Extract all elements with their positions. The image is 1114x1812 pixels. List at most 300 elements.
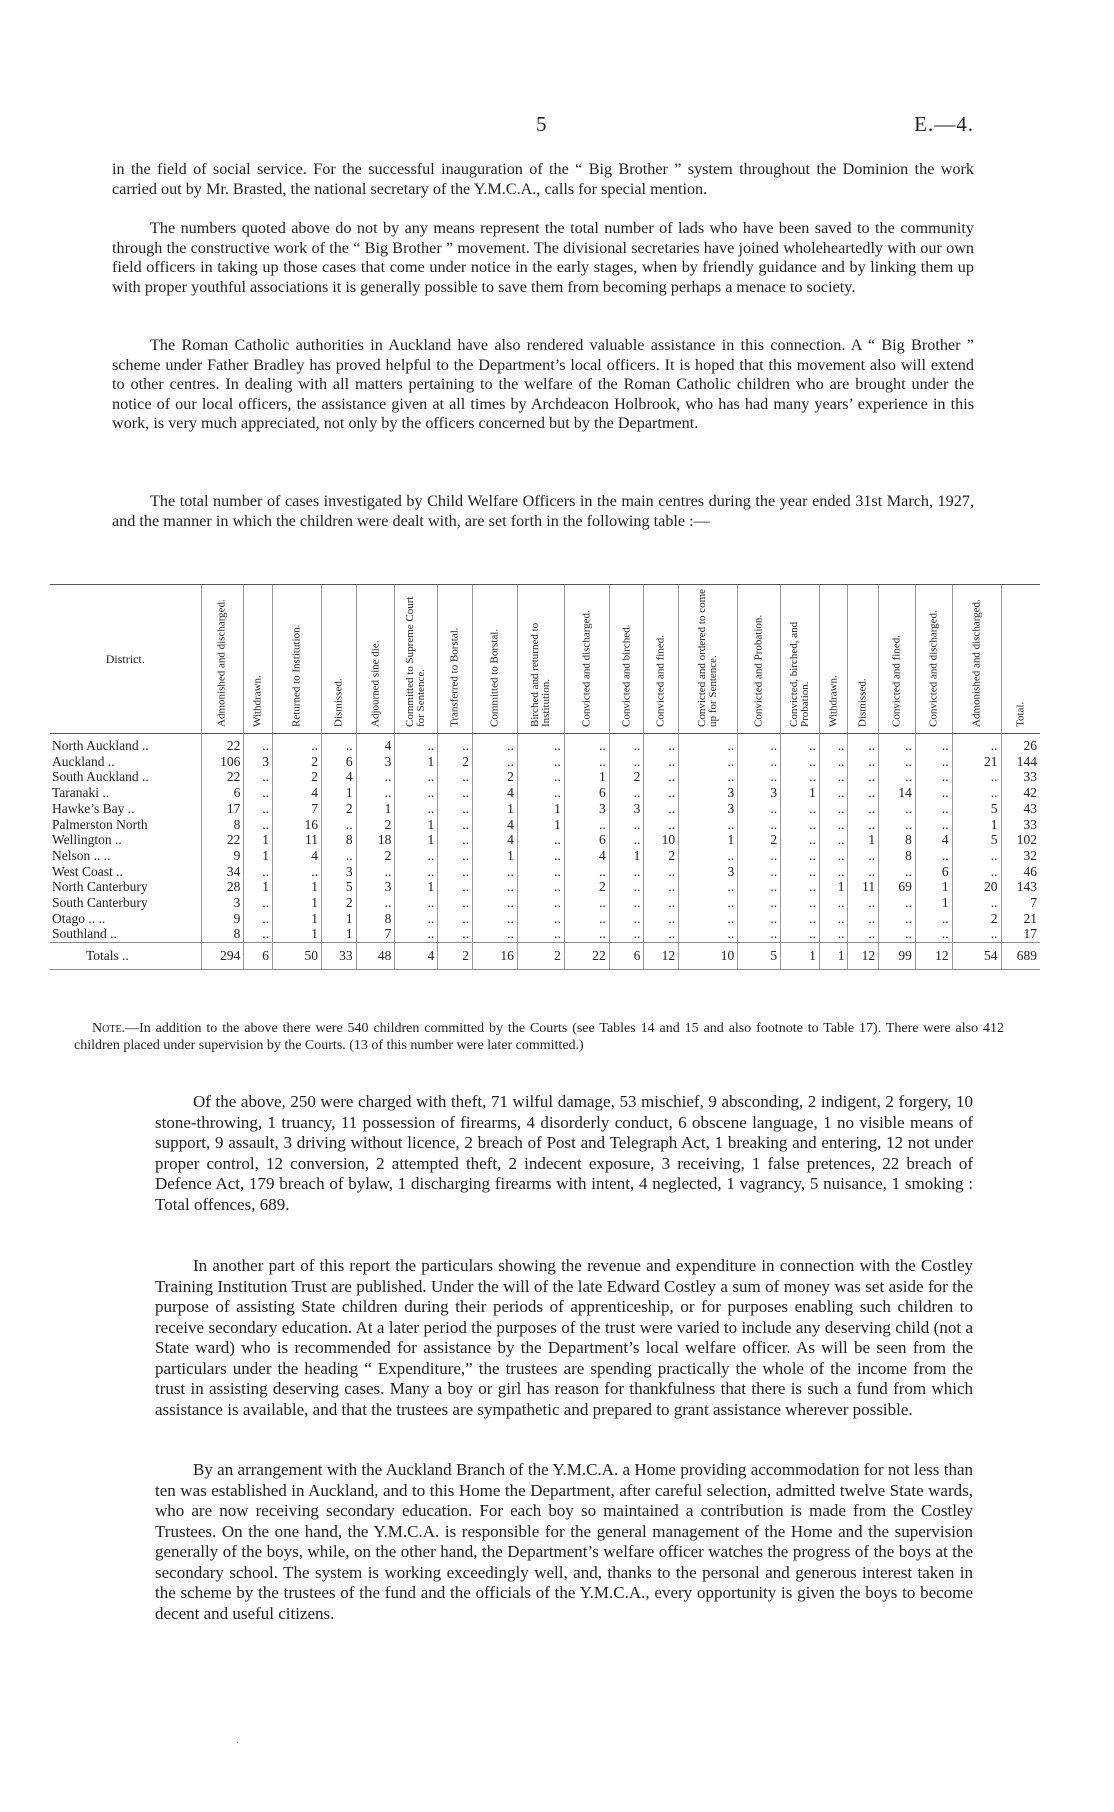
table-cell: 11 bbox=[272, 832, 321, 848]
column-header bbox=[819, 585, 848, 734]
page-mark: · bbox=[236, 1738, 240, 1749]
table-cell: .. bbox=[472, 911, 517, 927]
table-cell: .. bbox=[244, 734, 273, 754]
table-row bbox=[50, 864, 1040, 880]
table-cell: .. bbox=[848, 785, 879, 801]
table-cell: .. bbox=[644, 911, 679, 927]
table-cell: 2 bbox=[272, 769, 321, 785]
totals-cell: 6 bbox=[244, 943, 273, 970]
document-code: E.—4. bbox=[914, 112, 974, 136]
table-cell: .. bbox=[915, 911, 952, 927]
column-header bbox=[201, 585, 244, 734]
table-cell: .. bbox=[738, 848, 781, 864]
paragraph-bottom-2: In another part of this report the particulars showing the revenue and expenditure in connection with the Costley Training Institution Trust are published. Under the will of the late Edward Costley a sum of money was set aside for the purpose of assisting State children during their periods of apprenticeship, or for purposes enabling such children to receive secondary education. At a later period the purposes of the trust were varied to include any deserving child (not a State ward) who is recommended for assistance by the Department’s local welfare officer. As will be seen from the particulars under the heading “ Expenditure,” the trustees are spending practically the whole of the income from the trust in assisting deserving cases. Many a boy or girl has reason for thankfulness that there is such a fund from which assistance is available, and that the trustees are sympathetic and prepared to grant assistance wherever possible. bbox=[155, 1256, 973, 1419]
table-cell: 4 bbox=[321, 769, 356, 785]
table-cell: .. bbox=[644, 734, 679, 754]
table-cell: .. bbox=[679, 817, 738, 833]
table-cell: 1 bbox=[395, 879, 438, 895]
totals-cell: 33 bbox=[321, 943, 356, 970]
table-cell: .. bbox=[321, 848, 356, 864]
table-cell: .. bbox=[244, 911, 273, 927]
table-cell: .. bbox=[244, 801, 273, 817]
column-header-label: Transferred to Borstal. bbox=[448, 627, 461, 727]
table-cell: .. bbox=[915, 801, 952, 817]
table-cell: 4 bbox=[915, 832, 952, 848]
table-cell: .. bbox=[395, 734, 438, 754]
column-header bbox=[952, 585, 1001, 734]
paragraph-bottom-1: Of the above, 250 were charged with theft, 71 wilful damage, 53 mischief, 9 absconding, 2 indigent, 2 forgery, 10 stone-throwing, 1 truancy, 11 possession of firearms, 4 disorderly conduct, 6 obscene language, 1 no visible means of support, 9 assault, 3 driving without licence, 2 breach of Post and Telegraph Act, 1 breaking and entering, 12 not under proper control, 12 conversion, 2 attempted theft, 2 indecent exposure, 3 receiving, 1 false pretences, 22 breach of Defence Act, 179 breach of bylaw, 1 discharging firearms with intent, 4 neglected, 1 vagrancy, 5 nuisance, 1 smoking : Total offences, 689. bbox=[155, 1092, 973, 1214]
table-cell: .. bbox=[517, 832, 564, 848]
table-cell: .. bbox=[438, 817, 473, 833]
table-cell: 1 bbox=[564, 769, 609, 785]
table-cell: 8 bbox=[879, 832, 916, 848]
table-cell: 1 bbox=[321, 926, 356, 942]
table-cell: 1 bbox=[952, 817, 1001, 833]
table-cell: .. bbox=[395, 926, 438, 942]
table-cell: 9 bbox=[201, 848, 244, 864]
column-header bbox=[738, 585, 781, 734]
table-cell: 1 bbox=[819, 879, 848, 895]
table-cell: .. bbox=[517, 926, 564, 942]
table-cell: 2 bbox=[609, 769, 644, 785]
column-header-label: Withdrawn. bbox=[251, 675, 264, 727]
table-note bbox=[74, 1020, 1004, 1054]
table-cell: 6 bbox=[564, 832, 609, 848]
table-cell: .. bbox=[781, 817, 820, 833]
table-cell: .. bbox=[781, 848, 820, 864]
table-cell: .. bbox=[438, 879, 473, 895]
table-cell: 9 bbox=[201, 911, 244, 927]
table-cell: .. bbox=[781, 879, 820, 895]
table-cell: 1 bbox=[781, 785, 820, 801]
column-header bbox=[915, 585, 952, 734]
table-cell: 4 bbox=[356, 734, 395, 754]
table-cell: .. bbox=[609, 895, 644, 911]
table-cell: 1 bbox=[395, 754, 438, 770]
table-cell: 1 bbox=[272, 911, 321, 927]
table-cell: 2 bbox=[438, 754, 473, 770]
table-cell: 102 bbox=[1001, 832, 1040, 848]
table-row bbox=[50, 817, 1040, 833]
table-cell: .. bbox=[738, 754, 781, 770]
table-cell: 42 bbox=[1001, 785, 1040, 801]
table-cell: .. bbox=[819, 832, 848, 848]
table-cell: .. bbox=[564, 895, 609, 911]
table-cell: .. bbox=[679, 734, 738, 754]
table-cell: .. bbox=[609, 911, 644, 927]
table-cell: .. bbox=[915, 769, 952, 785]
table-cell: .. bbox=[848, 754, 879, 770]
table-cell: 6 bbox=[915, 864, 952, 880]
table-cell: .. bbox=[644, 926, 679, 942]
table-cell: .. bbox=[781, 864, 820, 880]
district-name: Southland .. bbox=[52, 926, 117, 942]
table-row bbox=[50, 879, 1040, 895]
column-header-label: Committed to Supreme Court for Sentence. bbox=[404, 596, 428, 727]
table-cell: .. bbox=[819, 817, 848, 833]
table-cell: 7 bbox=[1001, 895, 1040, 911]
column-header-label: Convicted and ordered to come up for Sentence. bbox=[696, 588, 720, 727]
table-cell: .. bbox=[517, 864, 564, 880]
column-header-label: Convicted, birched, and Probation. bbox=[788, 621, 812, 727]
table-cell: .. bbox=[244, 926, 273, 942]
table-cell: .. bbox=[679, 848, 738, 864]
table-cell: .. bbox=[819, 754, 848, 770]
table-cell: .. bbox=[472, 754, 517, 770]
table-cell: 144 bbox=[1001, 754, 1040, 770]
table-cell: .. bbox=[438, 895, 473, 911]
table-cell: 8 bbox=[201, 926, 244, 942]
paragraph-top-3: The Roman Catholic authorities in Auckland have also rendered valuable assistance in this connection. A “ Big Brother ” scheme under Father Bradley has proved helpful to the Department’s local officers. It is hoped that this movement also will extend to other centres. In dealing with all matters pertaining to the welfare of the Roman Catholic children who are brought under the notice of our local officers, the assistance given at all times by Archdeacon Holbrook, who has had many years’ experience in this work, is very much appreciated, not only by the officers concerned but by the Department. bbox=[112, 336, 974, 433]
table-cell: 1 bbox=[517, 801, 564, 817]
table-cell: .. bbox=[564, 734, 609, 754]
table-cell: 26 bbox=[1001, 734, 1040, 754]
totals-cell: 48 bbox=[356, 943, 395, 970]
table-cell: .. bbox=[356, 895, 395, 911]
table-cell: .. bbox=[395, 785, 438, 801]
column-header bbox=[679, 585, 738, 734]
table-cell: .. bbox=[819, 911, 848, 927]
table-cell: .. bbox=[952, 734, 1001, 754]
table-cell: .. bbox=[848, 769, 879, 785]
table-cell: 3 bbox=[609, 801, 644, 817]
table-cell: 143 bbox=[1001, 879, 1040, 895]
table-cell: 6 bbox=[564, 785, 609, 801]
table-cell: 8 bbox=[879, 848, 916, 864]
column-header-label: Total. bbox=[1014, 701, 1027, 727]
table-cell: 43 bbox=[1001, 801, 1040, 817]
totals-cell: 16 bbox=[472, 943, 517, 970]
table-cell: 1 bbox=[321, 785, 356, 801]
table-cell: .. bbox=[952, 864, 1001, 880]
table-cell: .. bbox=[819, 734, 848, 754]
table-cell: 2 bbox=[644, 848, 679, 864]
table-cell: .. bbox=[819, 926, 848, 942]
table-cell: .. bbox=[848, 734, 879, 754]
totals-cell: 99 bbox=[879, 943, 916, 970]
totals-cell: 2 bbox=[438, 943, 473, 970]
table-cell: 2 bbox=[564, 879, 609, 895]
column-header-label: Birched and returned to Institution. bbox=[528, 622, 552, 727]
column-header-label: Convicted and birched. bbox=[620, 624, 633, 727]
table-cell: .. bbox=[819, 801, 848, 817]
table-cell: 18 bbox=[356, 832, 395, 848]
table-cell: .. bbox=[472, 926, 517, 942]
table-cell: 106 bbox=[201, 754, 244, 770]
table-cell: 4 bbox=[472, 832, 517, 848]
table-cell: 3 bbox=[356, 754, 395, 770]
cases-table-container bbox=[50, 584, 1040, 970]
table-cell: 1 bbox=[272, 926, 321, 942]
table-cell: 2 bbox=[321, 895, 356, 911]
table-cell: 3 bbox=[679, 864, 738, 880]
table-cell: 5 bbox=[321, 879, 356, 895]
table-body bbox=[50, 734, 1040, 970]
table-row bbox=[50, 769, 1040, 785]
table-cell: .. bbox=[879, 926, 916, 942]
table-cell: .. bbox=[915, 848, 952, 864]
table-cell: 4 bbox=[272, 785, 321, 801]
table-cell: 2 bbox=[738, 832, 781, 848]
table-cell: 17 bbox=[1001, 926, 1040, 942]
table-cell: .. bbox=[438, 801, 473, 817]
table-cell: 6 bbox=[321, 754, 356, 770]
table-cell: 4 bbox=[272, 848, 321, 864]
table-cell: .. bbox=[609, 864, 644, 880]
table-cell: .. bbox=[915, 754, 952, 770]
table-cell: .. bbox=[952, 895, 1001, 911]
totals-label: Totals .. bbox=[50, 943, 201, 970]
table-cell: .. bbox=[781, 832, 820, 848]
table-cell: .. bbox=[848, 817, 879, 833]
table-row bbox=[50, 911, 1040, 927]
table-cell: .. bbox=[395, 911, 438, 927]
totals-cell: 54 bbox=[952, 943, 1001, 970]
table-cell: .. bbox=[644, 785, 679, 801]
table-row bbox=[50, 848, 1040, 864]
column-header bbox=[244, 585, 273, 734]
table-cell: 1 bbox=[915, 879, 952, 895]
table-cell: .. bbox=[517, 754, 564, 770]
table-cell: .. bbox=[738, 817, 781, 833]
table-cell: .. bbox=[644, 879, 679, 895]
totals-cell: 1 bbox=[781, 943, 820, 970]
district-name: Wellington .. bbox=[52, 832, 122, 848]
table-cell: .. bbox=[609, 734, 644, 754]
district-name: North Auckland .. bbox=[52, 738, 149, 753]
totals-cell: 1 bbox=[819, 943, 848, 970]
table-cell: .. bbox=[879, 801, 916, 817]
table-cell: .. bbox=[679, 879, 738, 895]
table-cell: .. bbox=[438, 785, 473, 801]
district-name: Auckland .. bbox=[52, 753, 115, 769]
table-cell: .. bbox=[738, 801, 781, 817]
table-row bbox=[50, 926, 1040, 942]
table-cell: 17 bbox=[201, 801, 244, 817]
table-cell: .. bbox=[679, 769, 738, 785]
totals-cell: 22 bbox=[564, 943, 609, 970]
totals-cell: 4 bbox=[395, 943, 438, 970]
table-cell: .. bbox=[395, 801, 438, 817]
table-cell: 33 bbox=[1001, 817, 1040, 833]
table-cell: 1 bbox=[915, 895, 952, 911]
district-name: Otago .. .. bbox=[52, 910, 106, 926]
table-cell: .. bbox=[438, 864, 473, 880]
table-cell: .. bbox=[472, 879, 517, 895]
table-cell: 46 bbox=[1001, 864, 1040, 880]
table-cell: .. bbox=[517, 848, 564, 864]
table-cell: 3 bbox=[201, 895, 244, 911]
table-cell: .. bbox=[517, 911, 564, 927]
table-cell: 20 bbox=[952, 879, 1001, 895]
table-cell: 10 bbox=[644, 832, 679, 848]
totals-row bbox=[50, 943, 1040, 970]
table-cell: .. bbox=[952, 785, 1001, 801]
table-cell: .. bbox=[679, 754, 738, 770]
table-cell: .. bbox=[438, 734, 473, 754]
district-name: Taranaki .. bbox=[52, 785, 110, 801]
table-cell: .. bbox=[564, 817, 609, 833]
table-cell: .. bbox=[879, 817, 916, 833]
table-cell: .. bbox=[564, 864, 609, 880]
table-cell: .. bbox=[848, 801, 879, 817]
table-cell: .. bbox=[472, 895, 517, 911]
table-cell: 32 bbox=[1001, 848, 1040, 864]
table-cell: .. bbox=[609, 926, 644, 942]
table-cell: 28 bbox=[201, 879, 244, 895]
district-name: Nelson .. .. bbox=[52, 847, 111, 863]
table-cell: .. bbox=[321, 817, 356, 833]
table-cell: .. bbox=[644, 801, 679, 817]
column-header-label: Withdrawn. bbox=[827, 675, 840, 727]
table-cell: .. bbox=[679, 926, 738, 942]
table-cell: .. bbox=[952, 926, 1001, 942]
table-cell: 5 bbox=[952, 832, 1001, 848]
totals-cell: 689 bbox=[1001, 943, 1040, 970]
table-cell: .. bbox=[879, 734, 916, 754]
totals-cell: 10 bbox=[679, 943, 738, 970]
table-cell: 8 bbox=[321, 832, 356, 848]
table-cell: 1 bbox=[244, 832, 273, 848]
column-header bbox=[438, 585, 473, 734]
column-header bbox=[395, 585, 438, 734]
table-cell: .. bbox=[848, 911, 879, 927]
column-header-label: Dismissed. bbox=[856, 678, 869, 727]
table-cell: 22 bbox=[201, 769, 244, 785]
table-cell: 1 bbox=[356, 801, 395, 817]
table-cell: .. bbox=[356, 864, 395, 880]
district-name: South Auckland .. bbox=[52, 769, 149, 785]
table-cell: .. bbox=[644, 754, 679, 770]
table-cell: 4 bbox=[564, 848, 609, 864]
table-cell: 1 bbox=[395, 832, 438, 848]
table-cell: 2 bbox=[472, 769, 517, 785]
table-cell: .. bbox=[517, 879, 564, 895]
table-cell: 1 bbox=[472, 848, 517, 864]
table-cell: .. bbox=[819, 785, 848, 801]
table-cell: .. bbox=[321, 734, 356, 754]
table-cell: .. bbox=[781, 734, 820, 754]
table-header-row bbox=[50, 585, 1040, 734]
paragraph-top-2: The numbers quoted above do not by any means represent the total number of lads who have been saved to the community through the constructive work of the “ Big Brother ” movement. The divisional secretaries have joined wholeheartedly with our own field officers in taking up those cases that come under notice in the early stages, when by friendly guidance and by linking them up with proper youthful associations it is generally possible to save them from becoming perhaps a menace to society. bbox=[112, 219, 974, 296]
totals-cell: 6 bbox=[609, 943, 644, 970]
table-cell: 1 bbox=[517, 817, 564, 833]
column-header-label: Adjourned sine die. bbox=[369, 640, 382, 727]
district-name: South Canterbury bbox=[52, 895, 148, 911]
table-cell: 8 bbox=[201, 817, 244, 833]
table-row bbox=[50, 734, 1040, 754]
table-cell: 3 bbox=[244, 754, 273, 770]
column-header-label: Convicted and Probation. bbox=[752, 614, 765, 727]
table-cell: .. bbox=[564, 926, 609, 942]
table-cell: .. bbox=[879, 911, 916, 927]
table-cell: .. bbox=[517, 769, 564, 785]
table-cell: 7 bbox=[356, 926, 395, 942]
column-header bbox=[609, 585, 644, 734]
table-cell: 33 bbox=[1001, 769, 1040, 785]
table-cell: .. bbox=[879, 895, 916, 911]
column-header bbox=[517, 585, 564, 734]
table-cell: .. bbox=[395, 769, 438, 785]
totals-cell: 50 bbox=[272, 943, 321, 970]
column-header-label: Convicted and fined. bbox=[890, 635, 903, 727]
table-cell: 3 bbox=[356, 879, 395, 895]
table-cell: .. bbox=[472, 734, 517, 754]
table-cell: .. bbox=[879, 754, 916, 770]
table-cell: 3 bbox=[679, 801, 738, 817]
table-cell: .. bbox=[915, 734, 952, 754]
table-cell: .. bbox=[679, 895, 738, 911]
table-cell: 22 bbox=[201, 832, 244, 848]
table-cell: .. bbox=[244, 785, 273, 801]
table-cell: 7 bbox=[272, 801, 321, 817]
table-cell: 1 bbox=[679, 832, 738, 848]
column-header bbox=[564, 585, 609, 734]
column-header bbox=[879, 585, 916, 734]
table-row bbox=[50, 895, 1040, 911]
column-header bbox=[781, 585, 820, 734]
table-cell: .. bbox=[679, 911, 738, 927]
totals-cell: 294 bbox=[201, 943, 244, 970]
note-label: Note. bbox=[92, 1021, 126, 1036]
table-cell: 2 bbox=[321, 801, 356, 817]
table-cell: .. bbox=[879, 769, 916, 785]
column-header bbox=[321, 585, 356, 734]
table-cell: 3 bbox=[564, 801, 609, 817]
table-cell: 1 bbox=[244, 879, 273, 895]
table-cell: .. bbox=[609, 785, 644, 801]
paragraph-top-1: in the field of social service. For the successful inauguration of the “ Big Brother ” system throughout the Dominion the work carried out by Mr. Brasted, the national secretary of the Y.M.C.A., calls for special mention. bbox=[112, 160, 974, 198]
totals-cell: 12 bbox=[848, 943, 879, 970]
paragraph-top-4: The total number of cases investigated by Child Welfare Officers in the main centres during the year ended 31st March, 1927, and the manner in which the children were dealt with, are set forth in the following table :— bbox=[112, 492, 974, 530]
table-cell: .. bbox=[438, 926, 473, 942]
table-cell: .. bbox=[848, 864, 879, 880]
column-header bbox=[472, 585, 517, 734]
table-cell: .. bbox=[517, 895, 564, 911]
cases-table bbox=[50, 584, 1040, 970]
table-cell: .. bbox=[952, 848, 1001, 864]
table-cell: 2 bbox=[356, 817, 395, 833]
table-cell: .. bbox=[781, 911, 820, 927]
table-cell: .. bbox=[915, 817, 952, 833]
column-header-label: Convicted and discharged. bbox=[927, 610, 940, 727]
table-cell: .. bbox=[609, 817, 644, 833]
table-cell: .. bbox=[915, 785, 952, 801]
column-header bbox=[1001, 585, 1040, 734]
paragraph-bottom-3: By an arrangement with the Auckland Branch of the Y.M.C.A. a Home providing accommodation for not less than ten was established in Auckland, and to this Home the Department, after careful selection, admitted twelve State wards, who are now receiving secondary education. For each boy so maintained a contribution is made from the Costley Trustees. On the one hand, the Y.M.C.A. is responsible for the general management of the Home and the supervision generally of the boys, while, on the other hand, the Department’s welfare officer watches the progress of the boys at the secondary school. The system is working exceedingly well, and, thanks to the personal and generous interest taken in the scheme by the trustees of the fund and the officials of the Y.M.C.A., every opportunity is given the boys to become decent and useful citizens. bbox=[155, 1460, 973, 1623]
table-cell: 1 bbox=[472, 801, 517, 817]
table-cell: 1 bbox=[272, 879, 321, 895]
table-cell: .. bbox=[395, 848, 438, 864]
table-cell: .. bbox=[819, 864, 848, 880]
table-cell: .. bbox=[609, 879, 644, 895]
table-cell: 11 bbox=[848, 879, 879, 895]
table-cell: .. bbox=[644, 817, 679, 833]
table-cell: .. bbox=[244, 817, 273, 833]
table-cell: 1 bbox=[848, 832, 879, 848]
table-row bbox=[50, 832, 1040, 848]
table-cell: .. bbox=[738, 911, 781, 927]
table-cell: .. bbox=[879, 864, 916, 880]
table-cell: 5 bbox=[952, 801, 1001, 817]
table-cell: .. bbox=[781, 801, 820, 817]
table-cell: .. bbox=[738, 926, 781, 942]
table-cell: .. bbox=[781, 769, 820, 785]
table-cell: .. bbox=[738, 864, 781, 880]
table-cell: .. bbox=[915, 926, 952, 942]
table-cell: 14 bbox=[879, 785, 916, 801]
table-cell: .. bbox=[781, 926, 820, 942]
